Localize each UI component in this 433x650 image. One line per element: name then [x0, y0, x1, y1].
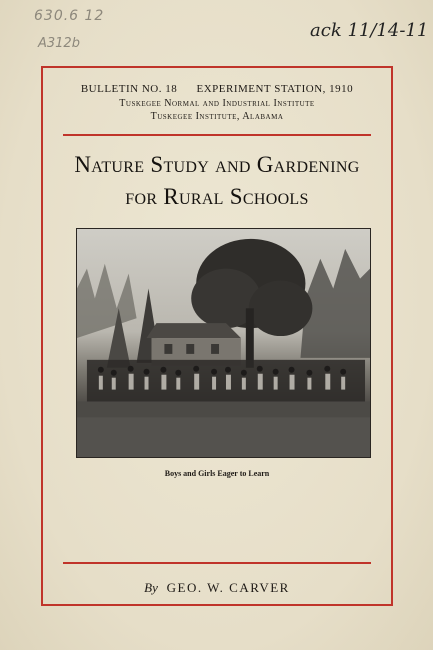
- institute-location: Tuskegee Institute, Alabama: [150, 111, 284, 122]
- author-by: By: [144, 580, 158, 595]
- schoolyard-photo-illustration: [77, 229, 370, 457]
- author-line: [43, 580, 391, 596]
- title-line-1: Nature Study and Gardening: [74, 152, 360, 177]
- title-line-2: for Rural Schools: [125, 184, 309, 209]
- institute-name: Tuskegee Normal and Industrial Institute: [119, 98, 315, 109]
- header-line-1: [43, 83, 391, 95]
- photo-caption: Boys and Girls Eager to Learn: [164, 469, 270, 478]
- cover-photograph: [76, 228, 371, 458]
- bottom-divider: [63, 562, 371, 564]
- author-name: GEO. W. CARVER: [166, 580, 290, 595]
- bulletin-number: BULLETIN NO. 18: [80, 83, 178, 95]
- red-border-frame: [41, 66, 393, 606]
- top-divider: [63, 134, 371, 136]
- call-number-annotation: 630.6 12: [34, 8, 105, 24]
- shelf-mark-annotation: A312b: [38, 36, 80, 51]
- acknowledgement-annotation: ack 11/14-11: [310, 20, 429, 41]
- experiment-station: EXPERIMENT STATION, 1910: [196, 83, 354, 95]
